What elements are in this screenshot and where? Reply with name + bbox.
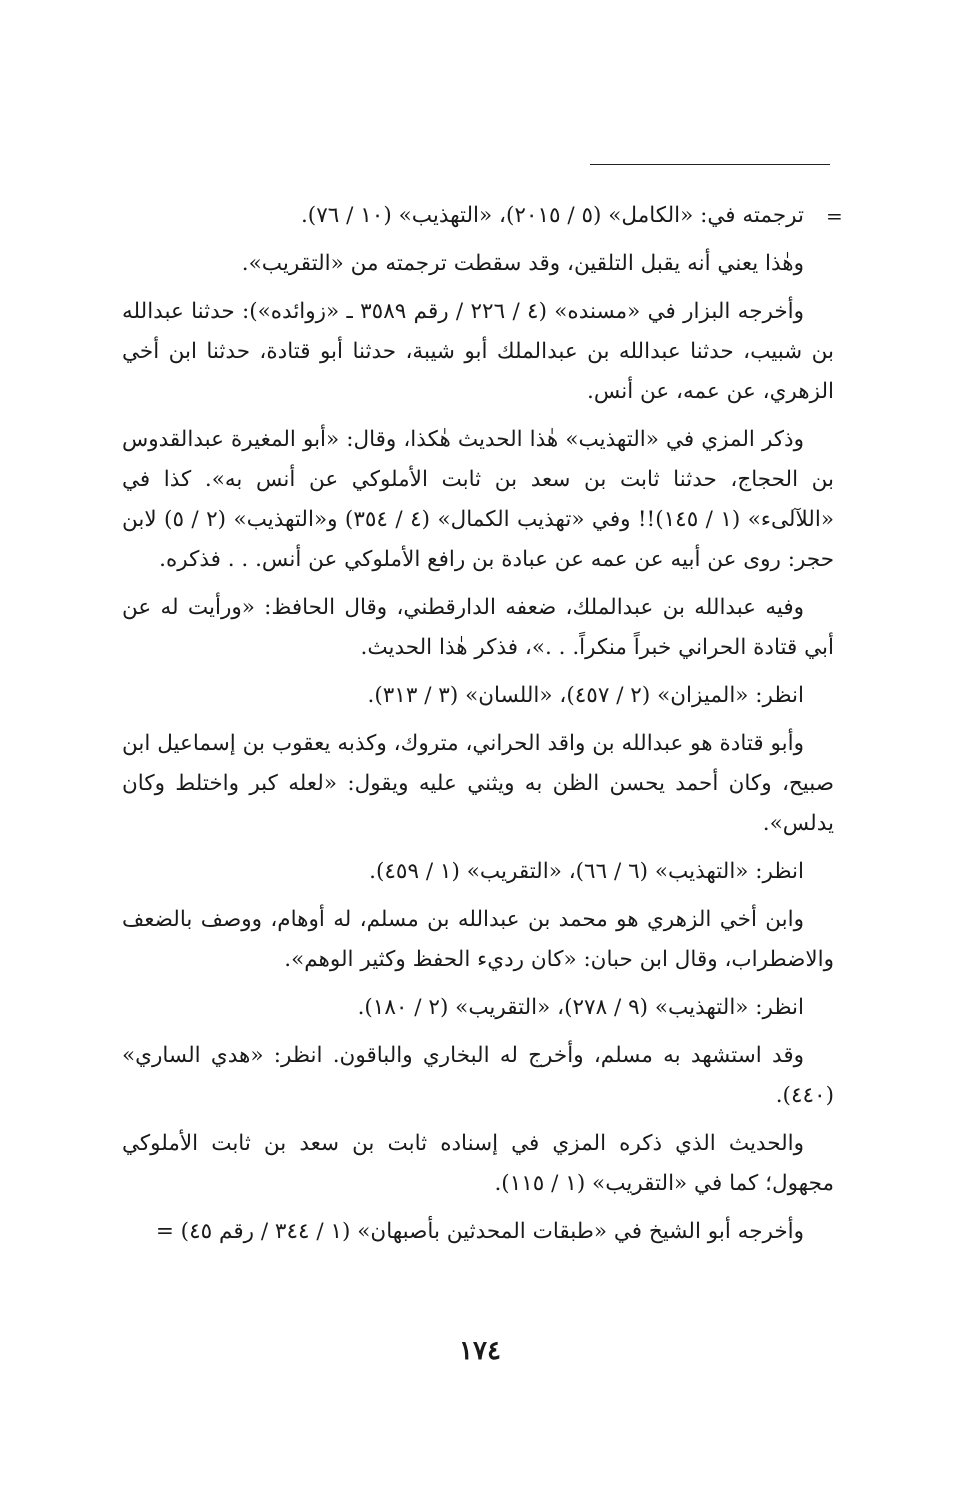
paragraph: وهٰذا يعني أنه يقبل التلقين، وقد سقطت ترجمته من «التقريب».: [241, 251, 804, 276]
paragraph: وأخرجه أبو الشيخ في «طبقات المحدثين بأصبهان» (١ / ٣٤٤ / رقم ٤٥) =: [155, 1219, 804, 1244]
paragraph: والحديث الذي ذكره المزي في إسناده ثابت بن سعد بن ثابت الأملوكي مجهول؛ كما في «التقريب» (١ / ١١٥).: [122, 1131, 834, 1196]
paragraph: وقد استشهد به مسلم، وأخرج له البخاري والباقون. انظر: «هدي الساري» (٤٤٠).: [122, 1043, 834, 1108]
paragraph: وأخرجه البزار في «مسنده» (٤ / ٢٢٦ / رقم ٣٥٨٩ ـ «زوائده»): حدثنا عبدالله بن شبيب، حدثنا عبدالله بن عبدالملك أبو شيبة، حدثنا أبو قتادة، حدثنا ابن أخي الزهري، عن عمه، عن أنس.: [122, 299, 834, 404]
footnote-separator-rule: [590, 164, 830, 165]
paragraph: وذكر المزي في «التهذيب» هٰذا الحديث هٰكذا، وقال: «أبو المغيرة عبدالقدوس بن الحجاج، حدثنا ثابت بن سعد بن ثابت الأملوكي عن أنس به». كذا في «اللآلىء» (١ / ١٤٥)!! وفي «تهذيب الكمال» (٤ / ٣٥٤) و«التهذيب» (٢ / ٥) لابن حجر: روى عن أبيه عن عمه عن عبادة بن رافع الأملوكي عن أنس. . . فذكره.: [122, 427, 834, 572]
reference-line: انظر: «التهذيب» (٩ / ٢٧٨)، «التقريب» (٢ / ١٨٠).: [357, 995, 804, 1020]
continuation-mark: =: [826, 204, 843, 228]
footnote-body: [122, 196, 834, 1260]
paragraph: وابن أخي الزهري هو محمد بن عبدالله بن مسلم، له أوهام، ووصف بالضعف والاضطراب، وقال ابن حبان: «كان رديء الحفظ وكثير الوهم».: [122, 907, 834, 972]
page-number: ١٧٤: [459, 1336, 501, 1366]
paragraph: وفيه عبدالله بن عبدالملك، ضعفه الدارقطني، وقال الحافظ: «ورأيت له عن أبي قتادة الحراني خبراً منكراً. . .»، فذكر هٰذا الحديث.: [122, 595, 834, 660]
reference-line: انظر: «التهذيب» (٦ / ٦٦)، «التقريب» (١ / ٤٥٩).: [369, 859, 804, 884]
reference-line: انظر: «الميزان» (٢ / ٤٥٧)، «اللسان» (٣ / ٣١٣).: [367, 683, 804, 708]
paragraph: ترجمته في: «الكامل» (٥ / ٢٠١٥)، «التهذيب» (١٠ / ٧٦).: [300, 203, 804, 228]
paragraph: وأبو قتادة هو عبدالله بن واقد الحراني، متروك، وكذبه يعقوب بن إسماعيل ابن صبيح، وكان أحمد يحسن الظن به ويثني عليه ويقول: «لعله كبر واختلط وكان يدلس».: [122, 731, 834, 836]
